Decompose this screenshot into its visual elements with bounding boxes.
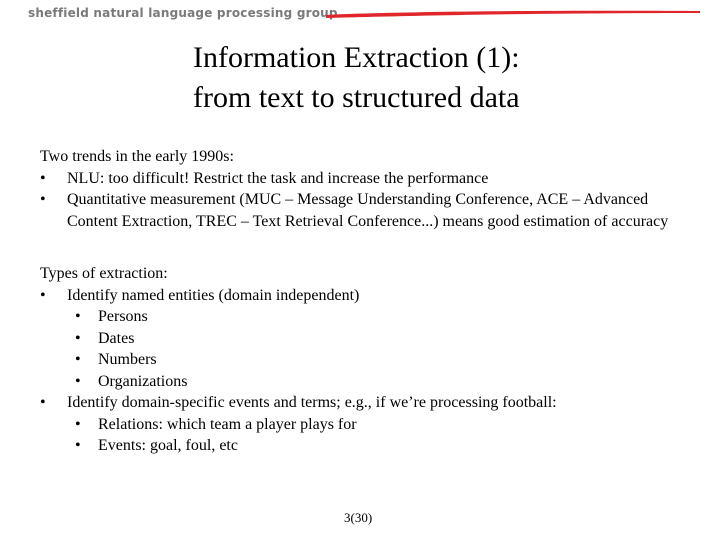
list-item-text: NLU: too difficult! Restrict the task and increase the performance bbox=[67, 169, 489, 187]
sub-list-item-text: Dates bbox=[98, 329, 135, 347]
list-item-text: Identify domain-specific events and terms; e.g., if we’re processing football: bbox=[67, 394, 557, 411]
sub-list-item-text: Relations: which team a player plays for bbox=[98, 415, 357, 433]
page-number: 3(30) bbox=[344, 510, 373, 525]
sub-list-item-text: Persons bbox=[98, 308, 148, 325]
bullet-icon: • bbox=[75, 351, 81, 368]
trends-section bbox=[40, 146, 680, 232]
trends-lead: Two trends in the early 1990s: bbox=[40, 148, 234, 165]
bullet-icon: • bbox=[75, 329, 81, 347]
bullet-icon: • bbox=[75, 308, 81, 325]
sub-list-item-text: Numbers bbox=[98, 351, 157, 368]
list-item bbox=[40, 168, 680, 190]
bullet-icon: • bbox=[40, 169, 46, 187]
sub-list-item bbox=[40, 435, 680, 457]
sub-list-item bbox=[40, 414, 680, 436]
list-item bbox=[40, 285, 680, 307]
header-brand-logo: sheffield natural language processing group bbox=[28, 6, 338, 20]
sub-list-item bbox=[40, 328, 680, 350]
extraction-types-section bbox=[40, 263, 680, 457]
list-item bbox=[40, 392, 680, 414]
bullet-icon: • bbox=[75, 372, 81, 390]
header-red-rule bbox=[326, 8, 700, 18]
extraction-types-lead: Types of extraction: bbox=[40, 265, 168, 282]
slide-title-line-2: from text to structured data bbox=[193, 81, 520, 114]
sub-list-item bbox=[40, 349, 680, 371]
sub-list-item bbox=[40, 371, 680, 393]
bullet-icon: • bbox=[40, 191, 46, 208]
bullet-icon: • bbox=[75, 437, 81, 454]
bullet-icon: • bbox=[75, 415, 81, 433]
sub-list-item bbox=[40, 306, 680, 328]
bullet-icon: • bbox=[40, 286, 46, 304]
slide-title bbox=[193, 38, 653, 118]
slide-title-line-1: Information Extraction (1): bbox=[193, 41, 520, 74]
sub-list-item-text: Events: goal, foul, etc bbox=[98, 437, 238, 454]
bullet-icon: • bbox=[40, 394, 46, 411]
list-item bbox=[40, 189, 680, 232]
sub-list-item-text: Organizations bbox=[98, 372, 188, 390]
list-item-text: Quantitative measurement (MUC – Message Understanding Conference, ACE – Advanced Content Extraction, TREC – Text Retrieval Conference...) means good estimation of accuracy bbox=[67, 191, 669, 230]
list-item-text: Identify named entities (domain independent) bbox=[67, 286, 360, 304]
